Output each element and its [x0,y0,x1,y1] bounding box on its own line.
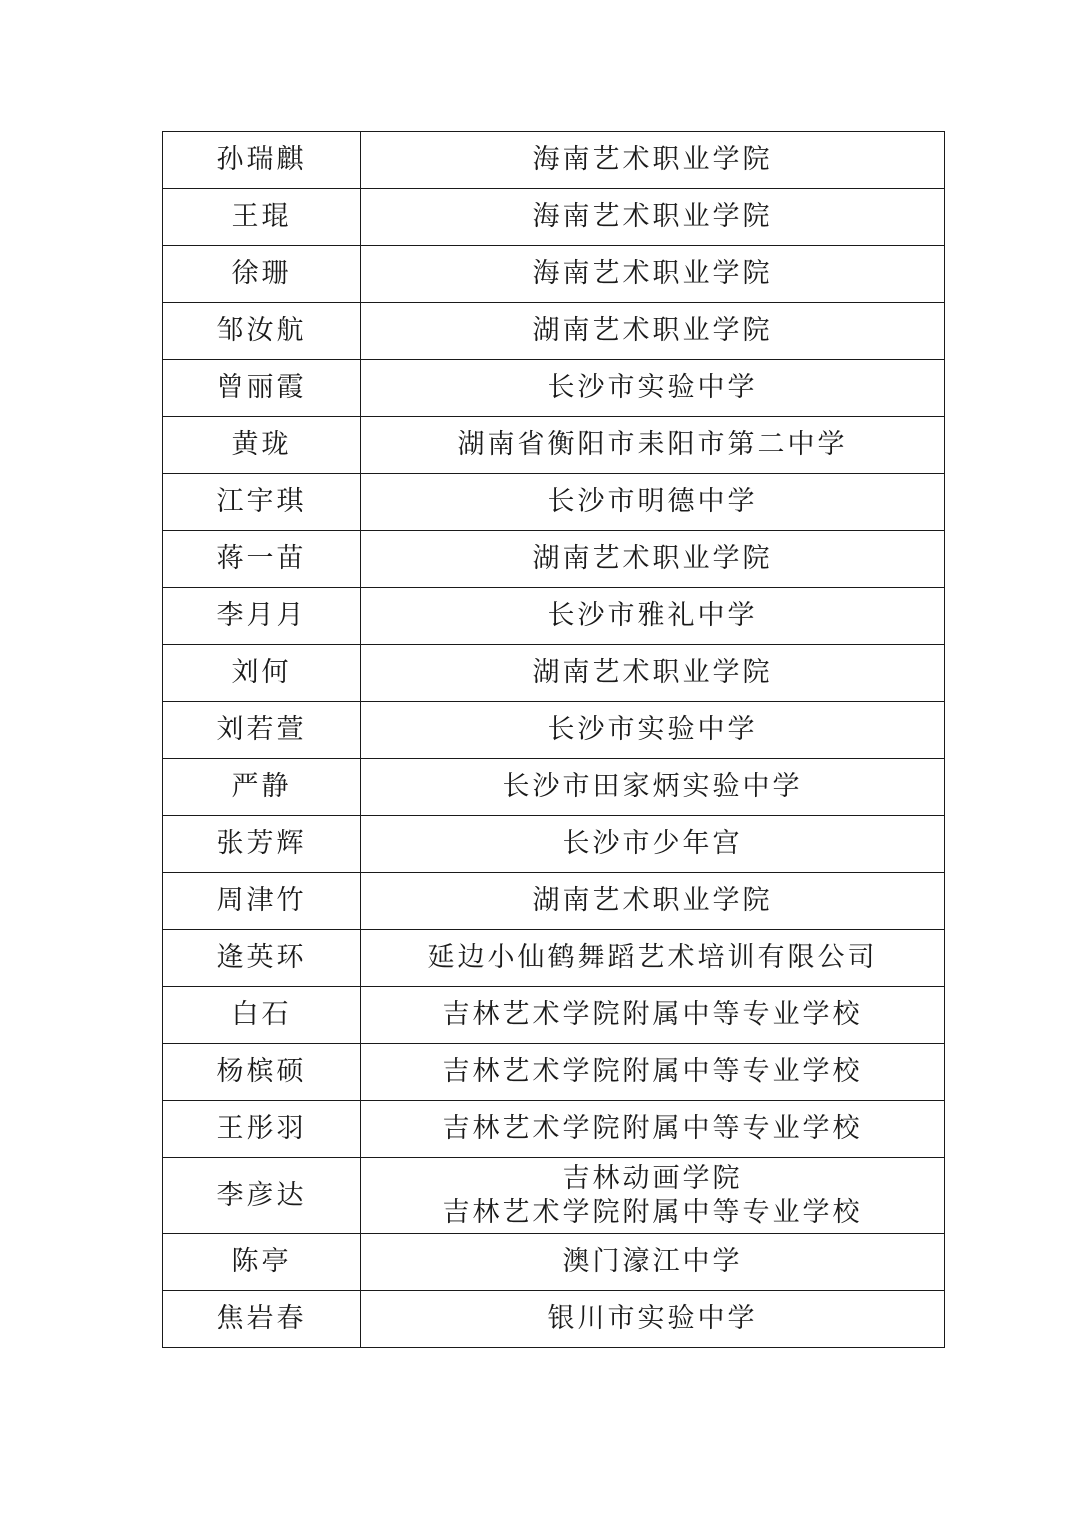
organization-line: 吉林艺术学院附属中等专业学校 [442,1056,863,1087]
name-cell: 张芳辉 [163,816,361,873]
organization-cell [361,759,945,816]
organization-cell [361,132,945,189]
organization-cell [361,246,945,303]
table-row [163,246,945,303]
organization-cell [361,303,945,360]
table-row [163,1044,945,1101]
table-row [163,1101,945,1158]
name-cell: 孙瑞麒 [163,132,361,189]
organization-cell [361,474,945,531]
organization-line: 长沙市雅礼中学 [547,600,758,631]
organization-cell [361,1158,945,1234]
organization-line: 湖南艺术职业学院 [532,657,773,688]
table-row [163,588,945,645]
name-cell: 白石 [163,987,361,1044]
table-row [163,873,945,930]
organization-cell [361,360,945,417]
name-cell: 王彤羽 [163,1101,361,1158]
table-row [163,474,945,531]
table-row [163,417,945,474]
name-cell: 李彦达 [163,1158,361,1234]
table-row [163,987,945,1044]
name-cell: 陈亭 [163,1234,361,1291]
name-cell: 严静 [163,759,361,816]
table-row [163,1234,945,1291]
organization-cell [361,816,945,873]
organization-cell [361,189,945,246]
organization-cell [361,702,945,759]
organization-cell [361,1101,945,1158]
name-cell: 邹汝航 [163,303,361,360]
name-cell: 刘若萱 [163,702,361,759]
name-cell: 王琨 [163,189,361,246]
name-cell: 江宇琪 [163,474,361,531]
organization-line: 海南艺术职业学院 [532,144,773,175]
organization-line: 湖南省衡阳市耒阳市第二中学 [457,429,848,460]
organization-line: 湖南艺术职业学院 [532,543,773,574]
organization-line: 海南艺术职业学院 [532,201,773,232]
name-cell: 周津竹 [163,873,361,930]
organization-cell [361,930,945,987]
table-row [163,360,945,417]
table-row [163,1291,945,1348]
organization-line: 长沙市实验中学 [547,372,758,403]
organization-line: 吉林动画学院 [562,1162,743,1194]
organization-cell [361,1291,945,1348]
roster-table [162,131,945,1348]
organization-cell [361,645,945,702]
table-row [163,702,945,759]
organization-line: 银川市实验中学 [547,1303,758,1334]
table-row [163,1158,945,1234]
roster-table-body [163,132,945,1348]
organization-line: 吉林艺术学院附属中等专业学校 [442,999,863,1030]
organization-line: 湖南艺术职业学院 [532,315,773,346]
organization-line: 长沙市实验中学 [547,714,758,745]
table-row [163,816,945,873]
table-row [163,930,945,987]
table-row [163,645,945,702]
organization-line: 海南艺术职业学院 [532,258,773,289]
organization-cell [361,1044,945,1101]
organization-cell [361,873,945,930]
table-row [163,531,945,588]
organization-cell [361,987,945,1044]
name-cell: 焦岩春 [163,1291,361,1348]
table-row [163,303,945,360]
name-cell: 徐珊 [163,246,361,303]
organization-cell [361,417,945,474]
organization-line: 长沙市田家炳实验中学 [502,771,803,802]
organization-cell [361,531,945,588]
organization-line: 湖南艺术职业学院 [532,885,773,916]
name-cell: 李月月 [163,588,361,645]
table-row [163,189,945,246]
organization-line: 吉林艺术学院附属中等专业学校 [442,1113,863,1144]
organization-line: 长沙市少年宫 [562,828,743,859]
organization-cell [361,1234,945,1291]
name-cell: 蒋一苗 [163,531,361,588]
organization-line: 长沙市明德中学 [547,486,758,517]
name-cell: 刘何 [163,645,361,702]
name-cell: 曾丽霞 [163,360,361,417]
name-cell: 逄英环 [163,930,361,987]
table-row [163,132,945,189]
organization-line: 吉林艺术学院附属中等专业学校 [442,1196,863,1228]
organization-cell [361,588,945,645]
name-cell: 杨槟硕 [163,1044,361,1101]
organization-line: 延边小仙鹤舞蹈艺术培训有限公司 [427,942,878,973]
table-row [163,759,945,816]
organization-line: 澳门濠江中学 [562,1246,743,1277]
name-cell: 黄珑 [163,417,361,474]
